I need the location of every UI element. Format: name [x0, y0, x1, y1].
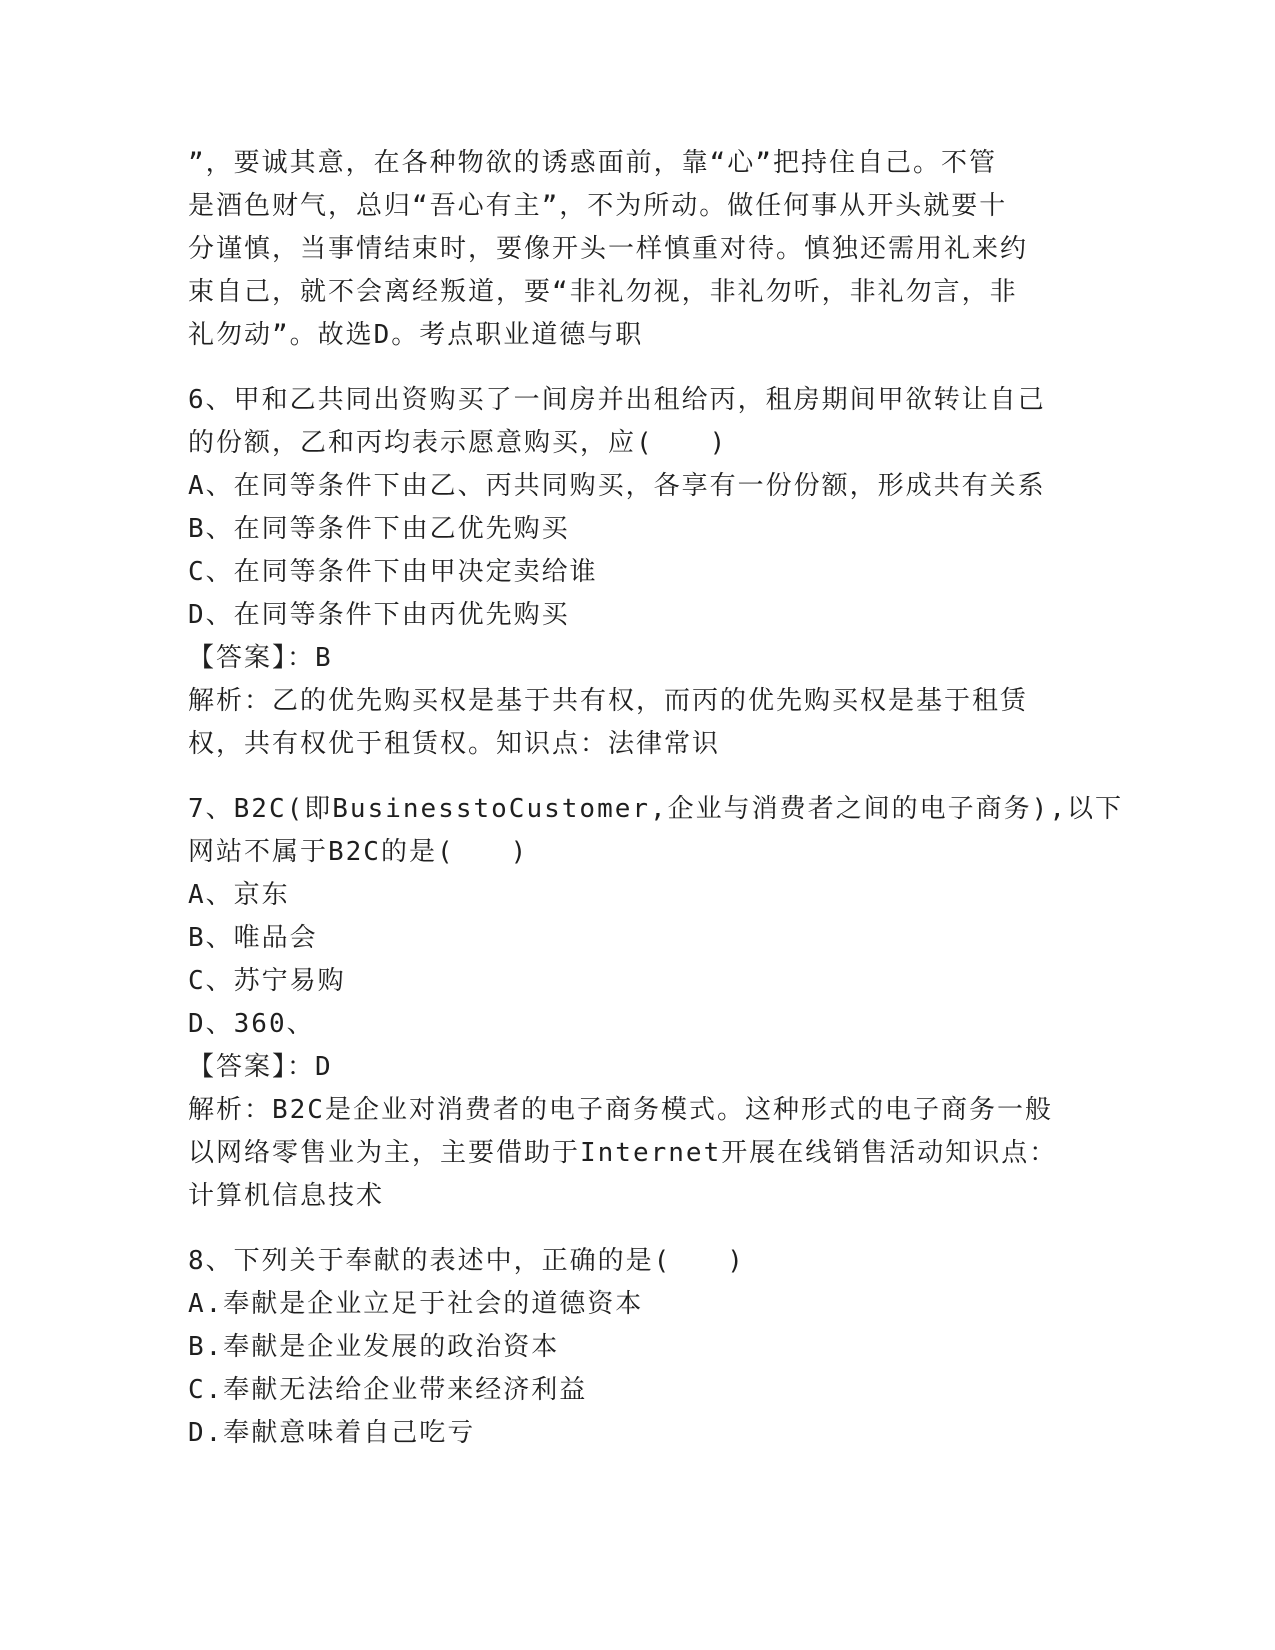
intro-paragraph: [188, 142, 1088, 357]
spacer: [188, 357, 1088, 379]
text-line: 礼勿动”。故选D。考点职业道德与职: [188, 320, 644, 350]
spacer: [188, 1218, 1088, 1240]
option-a: A、京东: [188, 880, 290, 910]
answer-line: 【答案】：D: [188, 1052, 333, 1082]
option-a: A、在同等条件下由乙、丙共同购买，各享有一份份额，形成共有关系: [188, 471, 1046, 501]
option-b: B.奉献是企业发展的政治资本: [188, 1332, 560, 1362]
option-d: D.奉献意味着自己吃亏: [188, 1418, 476, 1448]
analysis-line: 解析：B2C是企业对消费者的电子商务模式。这种形式的电子商务一般: [188, 1095, 1053, 1125]
question-stem: 的份额，乙和丙均表示愿意购买，应( ): [188, 428, 728, 458]
question-8: [188, 1240, 1088, 1455]
analysis-line: 解析：乙的优先购买权是基于共有权，而丙的优先购买权是基于租赁: [188, 686, 1029, 716]
spacer: [188, 766, 1088, 788]
question-stem: 网站不属于B2C的是( ): [188, 837, 529, 867]
question-7: [188, 788, 1123, 1218]
document-body: [188, 142, 1123, 1455]
option-b: B、在同等条件下由乙优先购买: [188, 514, 570, 544]
question-stem: 8、下列关于奉献的表述中，正确的是( ): [188, 1246, 745, 1276]
analysis-line: 以网络零售业为主，主要借助于Internet开展在线销售活动知识点：: [188, 1138, 1058, 1168]
option-c: C、在同等条件下由甲决定卖给谁: [188, 557, 598, 587]
question-stem: 6、甲和乙共同出资购买了一间房并出租给丙，租房期间甲欲转让自己: [188, 385, 1046, 415]
analysis-line: 权，共有权优于租赁权。知识点：法律常识: [188, 729, 721, 759]
option-d: D、360、: [188, 1009, 315, 1039]
question-6: [188, 379, 1088, 766]
option-d: D、在同等条件下由丙优先购买: [188, 600, 570, 630]
option-c: C、苏宁易购: [188, 966, 346, 996]
text-line: 束自己，就不会离经叛道，要“非礼勿视，非礼勿听，非礼勿言，非: [188, 277, 1018, 307]
text-line: 是酒色财气，总归“吾心有主”，不为所动。做任何事从开头就要十: [188, 191, 1008, 221]
answer-line: 【答案】：B: [188, 643, 333, 673]
text-line: 分谨慎，当事情结束时，要像开头一样慎重对待。慎独还需用礼来约: [188, 234, 1029, 264]
option-a: A.奉献是企业立足于社会的道德资本: [188, 1289, 644, 1319]
analysis-line: 计算机信息技术: [188, 1181, 385, 1211]
question-stem: 7、B2C(即BusinesstoCustomer,企业与消费者之间的电子商务),以下: [188, 794, 1123, 824]
option-c: C.奉献无法给企业带来经济利益: [188, 1375, 588, 1405]
text-line: ”，要诚其意，在各种物欲的诱惑面前，靠“心”把持住自己。不管: [188, 148, 997, 178]
option-b: B、唯品会: [188, 923, 318, 953]
